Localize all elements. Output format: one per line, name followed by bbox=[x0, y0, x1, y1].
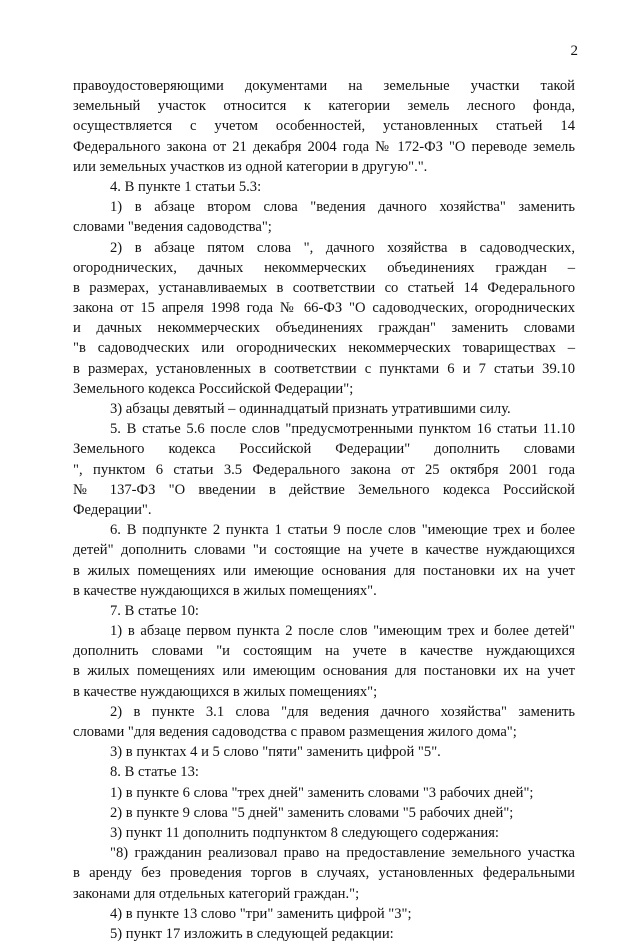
text-line: словами "для ведения садоводства с правом размещения жилого дома"; bbox=[73, 724, 517, 740]
document-body bbox=[73, 76, 575, 944]
text-line: 2) в пункте 3.1 слова "для ведения дачного хозяйства" заменить bbox=[110, 703, 575, 720]
text-line: 8. В статье 13: bbox=[110, 764, 199, 781]
text-line: № 137-ФЗ "О введении в действие Земельного кодекса Российской bbox=[73, 481, 575, 498]
text-line: в размерах, установленных в соответствии с пунктами 6 и 7 статьи 39.10 bbox=[73, 360, 575, 377]
text-line: "8) гражданин реализовал право на предоставление земельного участка bbox=[110, 845, 575, 862]
text-line: в качестве нуждающихся в жилых помещениях"; bbox=[73, 683, 378, 700]
text-line: закона от 15 апреля 1998 года № 66-ФЗ "О садоводческих, огороднических bbox=[73, 300, 575, 317]
text-line: законами для отдельных категорий граждан."; bbox=[73, 885, 360, 902]
text-line: 3) в пунктах 4 и 5 слово "пяти" заменить цифрой "5". bbox=[110, 744, 441, 761]
text-line: ", пунктом 6 статьи 3.5 Федерального закона от 25 октября 2001 года bbox=[73, 461, 575, 478]
text-line: дополнить словами "и состоящим на учете в качестве нуждающихся bbox=[73, 643, 575, 660]
page-number: 2 bbox=[570, 43, 578, 59]
text-line: Федерального закона от 21 декабря 2004 года № 172-ФЗ "О переводе земель bbox=[73, 138, 575, 155]
text-line: словами "ведения садоводства"; bbox=[73, 219, 272, 236]
text-line: 1) в абзаце втором слова "ведения дачного хозяйства" заменить bbox=[110, 199, 575, 216]
text-line: 6. В подпункте 2 пункта 1 статьи 9 после слов "имеющие трех и более bbox=[110, 522, 575, 539]
text-line: 3) абзацы девятый – одиннадцатый признать утратившими силу. bbox=[110, 401, 511, 417]
text-line: 2) в абзаце пятом слова ", дачного хозяйства в садоводческих, bbox=[110, 239, 575, 256]
text-line: 1) в абзаце первом пункта 2 после слов "имеющим трех и более детей" bbox=[110, 623, 575, 640]
text-line: Земельного кодекса Российской Федерации"; bbox=[73, 380, 354, 397]
text-line: детей" дополнить словами "и состоящие на учете в качестве нуждающихся bbox=[73, 542, 575, 559]
text-line: земельный участок относится к категории земель лесного фонда, bbox=[73, 98, 575, 115]
text-line: в аренду без проведения торгов в случаях, установленных федеральными bbox=[73, 865, 575, 882]
text-line: 2) в пункте 9 слова "5 дней" заменить словами "5 рабочих дней"; bbox=[110, 804, 514, 821]
text-line: 7. В статье 10: bbox=[110, 602, 199, 619]
text-line: в жилых помещениях или имеющие основания для постановки их на учет bbox=[73, 562, 575, 579]
text-line: 5) пункт 17 изложить в следующей редакции: bbox=[110, 925, 394, 942]
text-line: Земельного кодекса Российской Федерации" дополнить словами bbox=[73, 441, 575, 458]
text-line: 5. В статье 5.6 после слов "предусмотренными пунктом 16 статьи 11.10 bbox=[110, 421, 575, 438]
text-line: осуществляется с учетом особенностей, установленных статьей 14 bbox=[73, 118, 575, 135]
text-line: 4. В пункте 1 статьи 5.3: bbox=[110, 178, 262, 195]
text-line: в размерах, устанавливаемых в соответствии со статьей 14 Федерального bbox=[73, 279, 575, 296]
text-line: Федерации". bbox=[73, 501, 152, 518]
text-line: 4) в пункте 13 слово "три" заменить цифрой "3"; bbox=[110, 905, 412, 922]
text-line: "в садоводческих или огороднических некоммерческих товариществах – bbox=[73, 340, 575, 357]
text-line: правоудостоверяющими документами на земельные участки такой bbox=[73, 78, 575, 94]
text-line: и дачных некоммерческих объединениях граждан" заменить словами bbox=[73, 320, 575, 337]
text-line: 1) в пункте 6 слова "трех дней" заменить словами "3 рабочих дней"; bbox=[110, 784, 534, 801]
text-line: огороднических, дачных некоммерческих объединениях граждан – bbox=[73, 259, 575, 276]
text-line: в качестве нуждающихся в жилых помещениях". bbox=[73, 582, 377, 599]
text-line: в жилых помещениях или имеющим основания для постановки их на учет bbox=[73, 663, 575, 680]
text-line: или земельных участков из одной категории в другую".". bbox=[73, 158, 428, 175]
text-line: 3) пункт 11 дополнить подпунктом 8 следующего содержания: bbox=[110, 824, 499, 841]
